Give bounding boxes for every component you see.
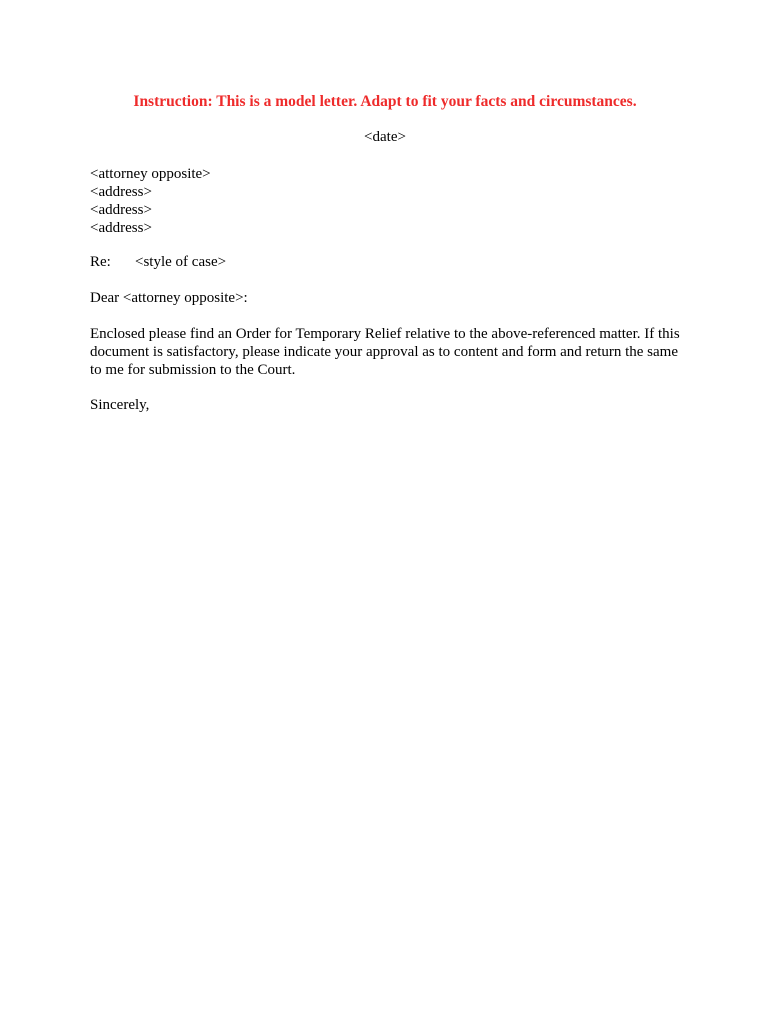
body-line: Enclosed please find an Order for Temporary Relief relative to the above-referenced matter. If this (90, 326, 680, 342)
address-line: <address> (90, 202, 152, 218)
recipient-address-block (90, 165, 211, 237)
salutation: Dear <attorney opposite>: (90, 290, 248, 306)
closing: Sincerely, (90, 397, 150, 413)
letter-body (90, 325, 690, 379)
address-line: <address> (90, 184, 152, 200)
instruction-note: Instruction: This is a model letter. Adapt to fit your facts and circumstances. (133, 93, 637, 110)
recipient-name: <attorney opposite> (90, 166, 211, 182)
re-label: Re: (90, 254, 111, 270)
style-of-case: <style of case> (135, 254, 227, 270)
body-line: document is satisfactory, please indicate your approval as to content and form and return the same (90, 344, 678, 360)
date-placeholder: <date> (364, 129, 406, 145)
re-line (90, 254, 226, 271)
address-line: <address> (90, 220, 152, 236)
body-line: to me for submission to the Court. (90, 362, 296, 378)
